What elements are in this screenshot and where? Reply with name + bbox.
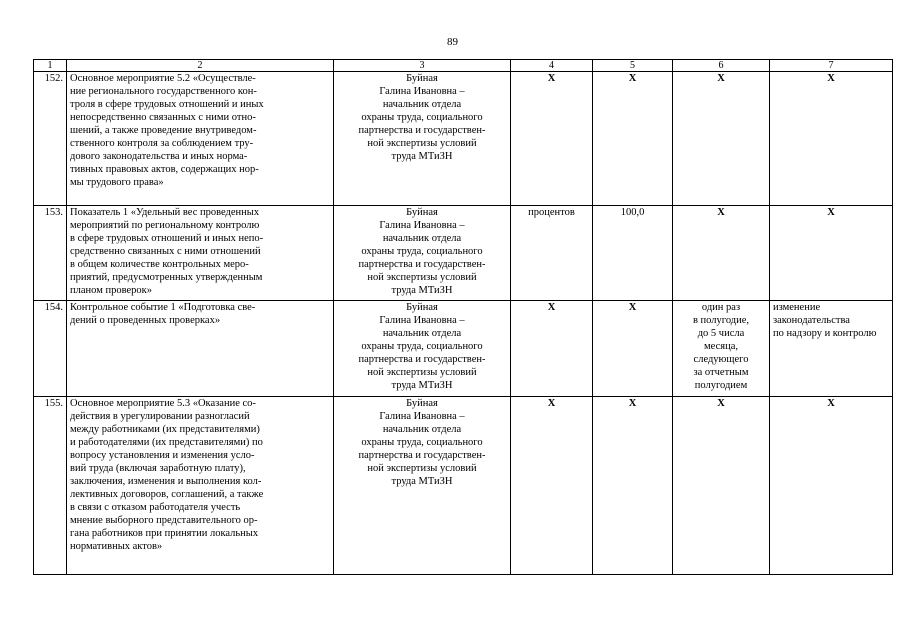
responsible-person: Буйная Галина Ивановна – начальник отдела охраны труда, социального партнерства и государствен- ной экспертизы условий труда МТиЗН [334, 72, 511, 206]
row-number: 153. [34, 206, 67, 301]
cell-risk: изменение законодательства по надзору и контролю [770, 301, 893, 397]
plan-table [33, 59, 893, 575]
responsible-person: Буйная Галина Ивановна – начальник отдела охраны труда, социального партнерства и государствен- ной экспертизы условий труда МТиЗН [334, 301, 511, 397]
column-header-1: 1 [34, 60, 67, 72]
measure-name: Показатель 1 «Удельный вес проведенных мероприятий по региональному контролю в сфере трудовых отношений и иных непо- средственно связанных с ними отношений в общем количестве контрольных меро- приятий, предусмотренных утвержденным планом проверок» [67, 206, 334, 301]
measure-name: Основное мероприятие 5.2 «Осуществле- ние регионального государственного кон- троля в сфере трудовых отношений и иных непосредственно связанных с ними отно- шений, а также проведение внутриведом- ственного контроля за соблюдением тру- дового законодательства и иных норма- тивных правовых актов, содержащих нор- мы трудового права» [67, 72, 334, 206]
column-header-3: 3 [334, 60, 511, 72]
responsible-person: Буйная Галина Ивановна – начальник отдела охраны труда, социального партнерства и государствен- ной экспертизы условий труда МТиЗН [334, 206, 511, 301]
row-number: 155. [34, 397, 67, 575]
cell-value: Х [593, 72, 673, 206]
column-header-4: 4 [511, 60, 593, 72]
cell-deadline: один раз в полугодие, до 5 числа месяца, следующего за отчетным полугодием [673, 301, 770, 397]
table-row [34, 72, 893, 206]
cell-unit: Х [511, 72, 593, 206]
cell-unit: Х [511, 301, 593, 397]
page-number: 89 [447, 36, 458, 48]
cell-value: Х [593, 301, 673, 397]
cell-deadline: Х [673, 206, 770, 301]
measure-name: Основное мероприятие 5.3 «Оказание со- действия в урегулировании разногласий между работниками (их представителями) и работодателями (их представителями) по вопросу установления и изменения усло- вий труда (включая заработную плату), заключения, изменения и выполнения кол- лективных договоров, соглашений, а также в связи с отказом работодателя учесть мнение выборного представительного ор- гана работников при принятии локальных нормативных актов» [67, 397, 334, 575]
cell-unit: Х [511, 397, 593, 575]
table-row [34, 397, 893, 575]
table-row [34, 206, 893, 301]
cell-risk: Х [770, 206, 893, 301]
measure-name: Контрольное событие 1 «Подготовка све- дений о проведенных проверках» [67, 301, 334, 397]
cell-risk: Х [770, 397, 893, 575]
cell-unit: процентов [511, 206, 593, 301]
column-header-2: 2 [67, 60, 334, 72]
cell-deadline: Х [673, 397, 770, 575]
cell-value: Х [593, 397, 673, 575]
responsible-person: Буйная Галина Ивановна – начальник отдела охраны труда, социального партнерства и государствен- ной экспертизы условий труда МТиЗН [334, 397, 511, 575]
column-header-6: 6 [673, 60, 770, 72]
row-number: 154. [34, 301, 67, 397]
column-header-5: 5 [593, 60, 673, 72]
column-header-7: 7 [770, 60, 893, 72]
cell-deadline: Х [673, 72, 770, 206]
cell-risk: Х [770, 72, 893, 206]
table-row [34, 301, 893, 397]
row-number: 152. [34, 72, 67, 206]
cell-value: 100,0 [593, 206, 673, 301]
header-row [34, 60, 893, 72]
